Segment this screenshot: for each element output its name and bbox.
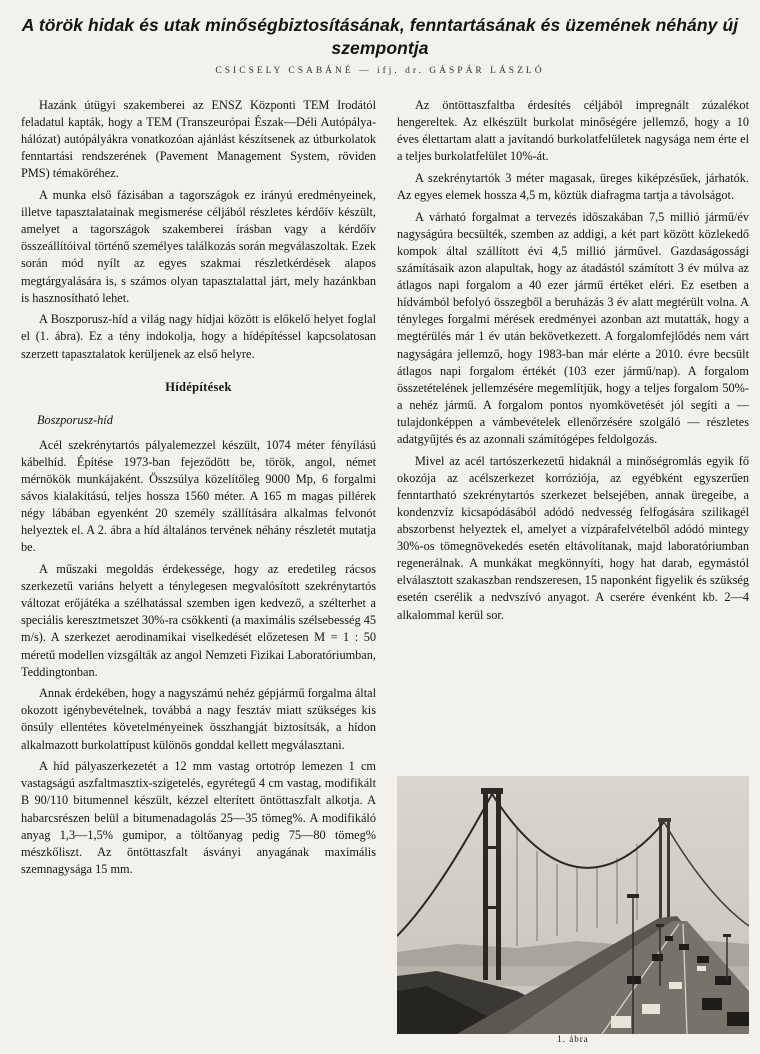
paragraph: Annak érdekében, hogy a nagyszámú nehéz gépjármű forgalma által okozott igénybevételnek, továbbá a nagy fesztáv miatt szükséges kis önsúly ellentétes követelményeinek összhangját biztosítsák, a hídon alkalmazott burkolattípust különös gonddal kellett megválasztani. [21,686,376,752]
paragraph: A munka első fázisában a tagországok ez irányú eredményeinek, illetve tapasztalatainak megismerése céljából részletes kérdőív készült, amelyet a tagországok szakemberei írásban vagy a kérdőív összeállítóival történő személyes találkozás során megválaszoltak. Ezek során mód nyílt az egyes szakmai részletkérdések alapos megtárgyalására is, s számos olyan tapasztalattal járt, mely hazánkban is hasznosítható lehet. [21,188,376,305]
paragraph: Acél szekrénytartós pályalemezzel készült, 1074 méter fényílású kábelhíd. Építése 1973-ban fejeződött be, török, angol, német mérnökök munkájaként. Összsúlya közelítőleg 9000 Mp, 6 forgalmi sávos kialakítású, teljes hossza 1560 méter. A 165 m magas pillérek négy lábában egyenként 20 személy szállítására alkalmas felvonót helyeztek el. A 2. ábra a híd általános tervének néhány részletét mutatja be. [21,437,376,555]
paragraph: Az öntöttaszfaltba érdesítés céljából impregnált zúzalékot hengereltek. Az elkészült burkolat minőségére jellemző, hogy a 10 éves élettartam alatt a javítandó burkolatfelületek nagysága nem érte el a teljes burkolatfelület 10%-át. [397,98,749,164]
left-column [21,97,376,883]
paragraph: A szekrénytartók 3 méter magasak, üreges kiképzésűek, járhatók. Az egyes elemek hossza 4,5 m, köztük diafragma tartja a távolságot. [397,170,749,203]
paragraph: Hazánk útügyi szakemberei az ENSZ Központi TEM Irodától feladatul kapták, hogy a TEM (Transzeurópai Észak—Déli Autópálya-hálózat) autópályákra vonatkozóan ajánlást készítsenek az útburkolatok fenntartási rendszerének (Pavement Management System, röviden PMS) témaköréhez. [21,98,376,181]
paragraph: A Boszporusz-híd a világ nagy hídjai között is előkelő helyet foglal el (1. ábra). Ez a tény indokolja, hogy a hídépítéssel kapcsolatosan szerzett tapasztalatok kerüljenek az első helyre. [21,312,376,361]
bridge-photo-figure [397,776,749,1044]
paragraph: A híd pályaszerkezetét a 12 mm vastag ortotróp lemezen 1 cm vastagságú aszfaltmasztix-szigetelés, egyrétegű 4 cm vastag, modifikált B 90/110 bitumennel készült, kézzel elterített öntöttaszfalt alkotja. A habarcsrészen belül a bitumenadagolás 25—35 tömeg%. A modifikáló anyag 1,3—1,5% gumipor, a töltőanyag pedig 75—80 tömeg% mészkőliszt. Az öntöttaszfalt ásványi anyagának maximális szemnagysága 15 mm. [21,759,376,876]
article-authors: CSICSELY CSABÁNÉ — ifj. dr. GÁSPÁR LÁSZLÓ [215,66,545,76]
figure-caption: 1. ábra [557,1034,589,1044]
bridge-photo [397,776,749,1034]
sub-heading: Boszporusz-híd [37,412,113,427]
paragraph: A várható forgalmat a tervezés időszakában 7,5 millió jármű/év nagyságúra becsülték, szemben az addigi, a két part között közlekedő kompok által szállított évi 4,5 millió járművel. Gazdaságossági számításaik azon alapultak, hogy az átadástól számított 3 év múlva az átlagos napi forgalom a 40 ezer jármű értéket eléri. Ez esetben a hídvámból befolyó összegből a beruházás 3 év alatt megtérült volna. A tényleges forgalmi mérések eredményei azonban azt mutatták, hogy a megtérülés már 1 év után bekövetkezett. A forgalomfejlődés nem várt nagyságára jellemző, hogy 1983-ban már elérte a 2010. évre becsült átlagos napi forgalom értékét (103 ezer jármű/nap). A forgalom összetételének jellemzésére megemlítjük, hogy a teljes forgalom 50%-a nehéz jármű. A forgalom pontos nyomkövetését jól segíti a — tulajdonképpen a vámbevételek ellenőrzésére szolgáló — részletes adatgyűjtés és az azonnali számítógépes feldolgozás. [397,209,749,446]
article-title: A török hidak és utak minőségbiztosításának, fenntartásának és üzemének néhány új szempontja [21,15,739,58]
paragraph: A műszaki megoldás érdekessége, hogy az eredetileg rácsos szerkezetű variáns helyett a ténylegesen megvalósított szekrénytartós változat erőjátéka a szélhatással szemben igen kedvező, a szélterhet a speciális keresztmetszet 30%-ra csökkenti (a maximális szélsebesség 45 m/s). A szerkezet aerodinamikai viselkedését előzetesen M = 1 : 50 méretű modellen vizsgálták az angol Nemzeti Fizikai Laboratóriumban, Teddingtonban. [21,562,376,679]
right-column [397,97,749,628]
section-heading: Hídépítések [165,379,232,394]
paragraph: Mivel az acél tartószerkezetű hidaknál a minőségromlás egyik fő okozója az acélszerkezet korróziója, az egyébként egyszerűen fenntartható szekrénytartós szerkezet belsejében, annak üregeibe, a kondenzvíz kicsapódásából adódó nedvesség felfogására szilikagél abszorbenst helyeztek el, amelyet a vízpárafelvételből adódó mintegy 30%-os tömegnövekedés esetén eltávolítanak, majd laboratóriumban regenerálnak. A munkákat megkönnyíti, hogy hat darab, egymástól elválasztott szakaszban rendszeresen, 15 naponként figyelik és szükség esetén cserélik a nedvszívó anyagot. A cserére évenként kb. 2—4 alkalommal kerül sor. [397,453,749,622]
